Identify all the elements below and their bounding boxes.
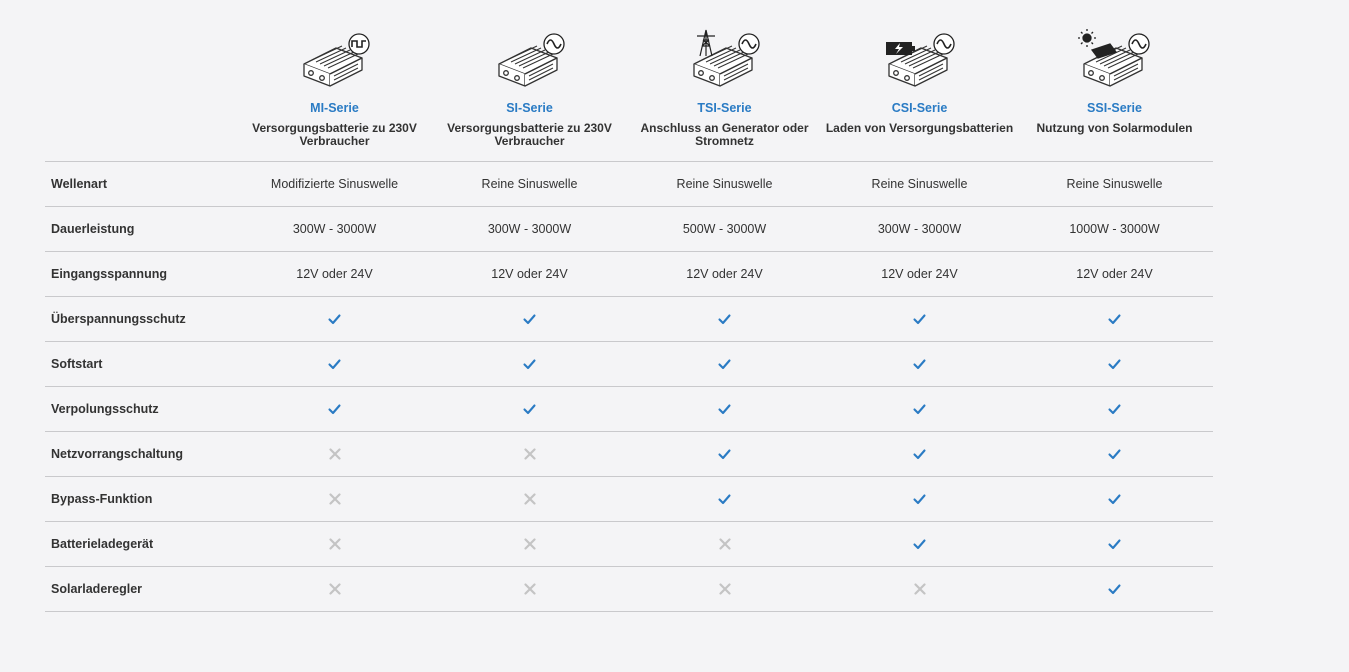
series-name[interactable]: TSI-Serie [697,101,752,115]
cross-icon [237,567,432,611]
check-icon [1017,432,1212,476]
check-icon [627,432,822,476]
check-icon [237,342,432,386]
series-description: Laden von Versorgungsbatterien [825,121,1014,135]
cross-icon [237,477,432,521]
table-cell: Reine Sinuswelle [676,177,773,191]
header-spacer [45,0,237,161]
series-column[interactable] [822,0,1017,161]
row-label: Softstart [51,357,103,371]
check-icon [237,297,432,341]
table-row [45,567,1213,612]
check-icon [1017,342,1212,386]
series-description: Versorgungsbatterie zu 230V Verbraucher [252,121,417,148]
table-cell: Reine Sinuswelle [481,177,578,191]
cross-icon [432,522,627,566]
table-cell: 500W - 3000W [682,222,767,236]
cross-icon [432,432,627,476]
table-row [45,162,1213,207]
cross-icon [627,567,822,611]
comparison-table [45,0,1213,612]
check-icon [432,387,627,431]
series-column[interactable] [237,0,432,161]
table-cell: 300W - 3000W [292,222,377,236]
inverter-modified-wave-icon [298,26,372,90]
row-label: Eingangsspannung [51,267,167,281]
row-label: Verpolungsschutz [51,402,159,416]
series-description: Versorgungsbatterie zu 230V Verbraucher [447,121,612,148]
table-row [45,297,1213,342]
table-cell: Reine Sinuswelle [871,177,968,191]
table-row [45,432,1213,477]
inverter-battery-charge-icon [883,26,957,90]
cross-icon [432,477,627,521]
inverter-solar-icon [1078,26,1152,90]
cross-icon [432,567,627,611]
row-label: Wellenart [51,177,108,191]
check-icon [822,522,1017,566]
row-label: Batterieladegerät [51,537,154,551]
check-icon [627,477,822,521]
table-row [45,252,1213,297]
series-name[interactable]: SSI-Serie [1087,101,1142,115]
check-icon [822,477,1017,521]
table-cell: 300W - 3000W [877,222,962,236]
series-description: Nutzung von Solarmodulen [1036,121,1193,135]
table-row [45,477,1213,522]
cross-icon [237,432,432,476]
table-row [45,207,1213,252]
table-cell: 12V oder 24V [296,267,373,281]
cross-icon [627,522,822,566]
row-label: Überspannungsschutz [51,312,186,326]
series-columns [237,0,1212,161]
table-cell: 12V oder 24V [1076,267,1153,281]
series-column[interactable] [1017,0,1212,161]
check-icon [432,297,627,341]
table-row [45,342,1213,387]
check-icon [822,387,1017,431]
table-row [45,387,1213,432]
table-cell: 12V oder 24V [881,267,958,281]
row-label: Netzvorrangschaltung [51,447,183,461]
check-icon [1017,477,1212,521]
table-cell: 300W - 3000W [487,222,572,236]
check-icon [627,387,822,431]
row-label: Dauerleistung [51,222,135,236]
inverter-sine-wave-icon [493,26,567,90]
check-icon [822,432,1017,476]
check-icon [822,297,1017,341]
table-cell: 12V oder 24V [686,267,763,281]
table-row [45,522,1213,567]
table-cell: 12V oder 24V [491,267,568,281]
series-header [45,0,1213,161]
feature-rows [45,161,1213,612]
check-icon [1017,387,1212,431]
series-name[interactable]: SI-Serie [506,101,553,115]
table-cell: Reine Sinuswelle [1066,177,1163,191]
check-icon [627,342,822,386]
table-cell: 1000W - 3000W [1069,222,1160,236]
check-icon [1017,567,1212,611]
series-name[interactable]: CSI-Serie [891,101,948,115]
check-icon [432,342,627,386]
check-icon [1017,297,1212,341]
series-description: Anschluss an Generator oder Stromnetz [640,121,809,148]
series-name[interactable]: MI-Serie [310,101,359,115]
row-label: Bypass-Funktion [51,492,153,506]
inverter-grid-tower-icon [688,26,762,90]
check-icon [627,297,822,341]
row-label: Solarladeregler [51,582,143,596]
series-column[interactable] [627,0,822,161]
check-icon [237,387,432,431]
cross-icon [822,567,1017,611]
check-icon [822,342,1017,386]
cross-icon [237,522,432,566]
table-cell: Modifizierte Sinuswelle [270,177,399,191]
check-icon [1017,522,1212,566]
series-column[interactable] [432,0,627,161]
